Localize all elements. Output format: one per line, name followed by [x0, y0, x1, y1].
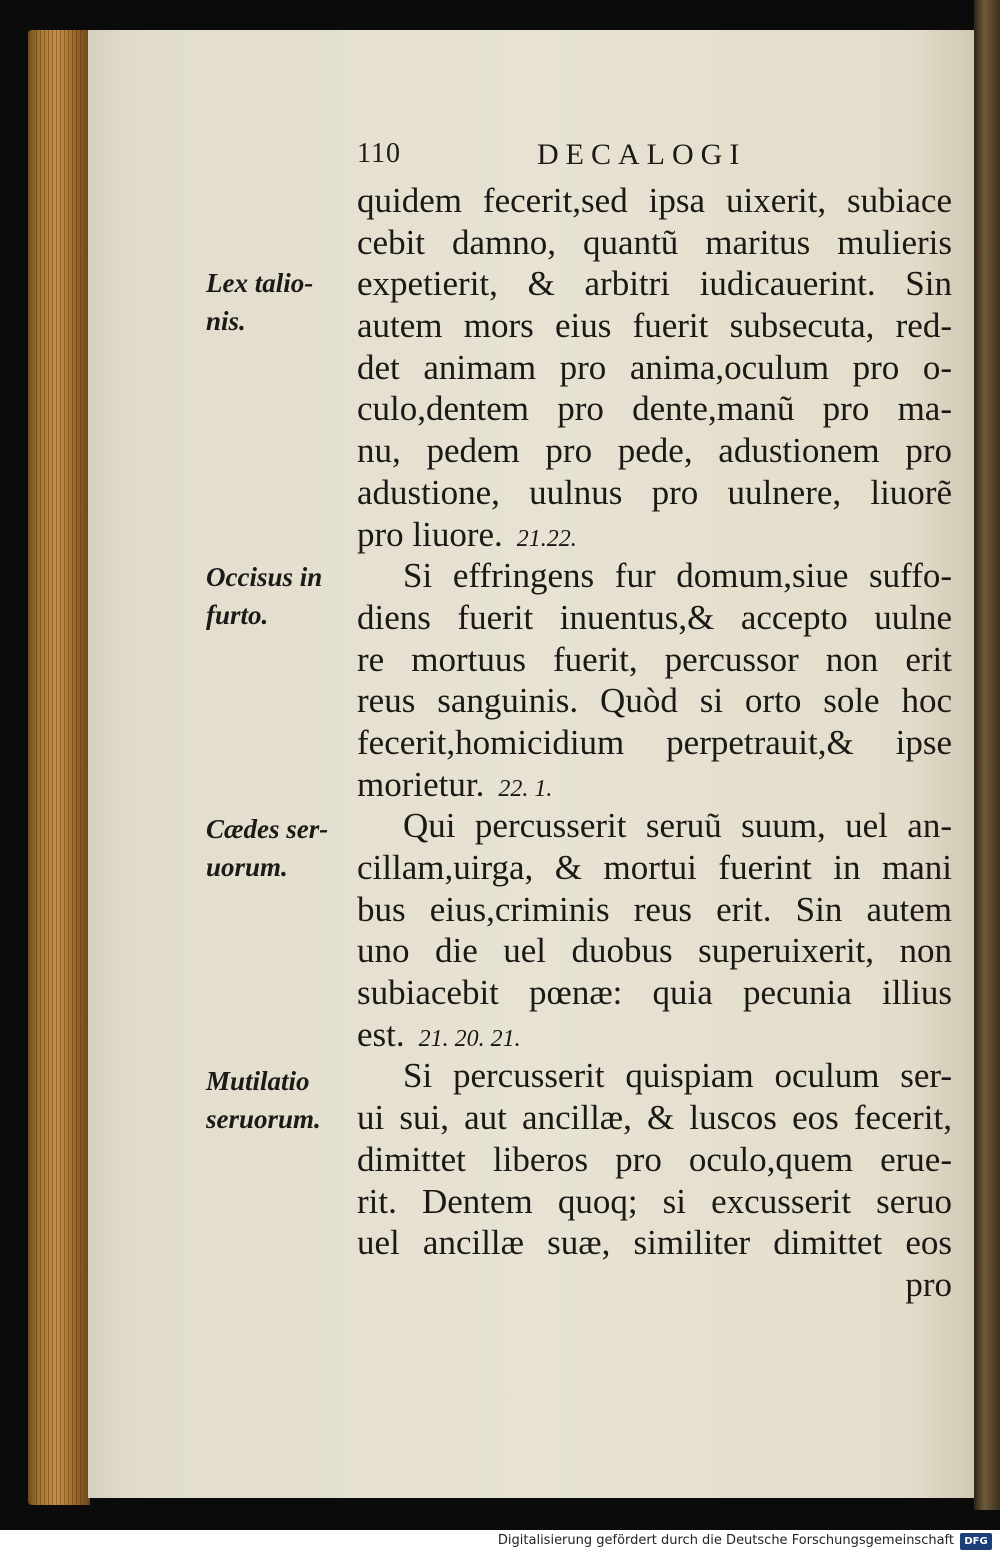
catchword: pro	[905, 1264, 952, 1304]
dfg-logo: DFG	[960, 1533, 992, 1550]
text-line-content: est.	[357, 1014, 405, 1054]
page-number: 110	[357, 138, 401, 169]
scripture-reference: 21. 20. 21.	[418, 1025, 521, 1052]
margin-note-lex-talionis	[206, 264, 346, 340]
text-line: det animam pro anima,oculum pro o-	[357, 347, 952, 387]
running-head	[357, 138, 797, 178]
text-line: Si percusserit quispiam oculum ser-	[403, 1056, 952, 1096]
text-line: ui sui, aut ancillæ, & luscos eos fecerit,	[357, 1098, 952, 1138]
text-line: diens fuerit inuentus,& accepto uulne	[357, 597, 952, 637]
text-line: nu, pedem pro pede, adustionem pro	[357, 431, 952, 471]
footer-bar	[0, 1530, 1000, 1554]
text-line: reus sanguinis. Quòd si orto sole hoc	[357, 681, 952, 721]
text-line-paragraph-end	[357, 514, 952, 556]
book-fore-edge	[28, 30, 90, 1505]
scripture-reference: 22. 1.	[498, 775, 553, 802]
text-line: re mortuus fuerit, percussor non erit	[357, 639, 952, 679]
margin-note-line: nis.	[206, 306, 246, 336]
text-line: cillam,uirga, & mortui fuerint in mani	[357, 848, 952, 887]
text-line: adustione, uulnus pro uulnere, liuorẽ	[357, 472, 952, 512]
binding-strip	[974, 0, 1000, 1510]
margin-note-line: seruorum.	[206, 1104, 321, 1134]
text-line-paragraph-end	[357, 764, 952, 806]
running-title: DECALOGI	[537, 138, 747, 171]
text-line: autem mors eius fuerit subsecuta, red-	[357, 306, 952, 346]
text-line: uel ancillæ suæ, similiter dimittet eos	[357, 1223, 952, 1263]
text-line: rit. Dentem quoq; si excusserit seruo	[357, 1181, 952, 1221]
margin-note-line: Cædes ser-	[206, 814, 329, 844]
funding-notice: Digitalisierung gefördert durch die Deutsche Forschungsgemeinschaft	[497, 1533, 954, 1548]
text-line: dimittet liberos pro oculo,quem erue-	[357, 1139, 952, 1179]
margin-note-caedes-seruorum	[206, 810, 346, 886]
margin-note-line: Lex talio-	[206, 268, 314, 298]
show-through-1	[198, 170, 204, 208]
margin-note-line: Occisus in	[206, 562, 323, 592]
text-line: Si effringens fur domum,siue suffo-	[403, 556, 952, 596]
text-line: culo,dentem pro dente,manũ pro ma-	[357, 389, 952, 429]
margin-note-line: uorum.	[206, 852, 288, 882]
text-line-paragraph-end	[357, 1014, 952, 1056]
scripture-reference: 21.22.	[516, 525, 577, 552]
text-line: expetierit, & arbitri iudicauerint. Sin	[357, 264, 952, 304]
text-line: bus eius,criminis reus erit. Sin autem	[357, 889, 952, 929]
text-line: Qui percusserit seruũ suum, uel an-	[403, 806, 952, 846]
text-line-content: pro liuore.	[357, 514, 503, 554]
text-line-content: morietur.	[357, 764, 485, 804]
margin-note-mutilatio-seruorum	[206, 1062, 346, 1138]
text-line: quidem fecerit,sed ipsa uixerit, subiace	[357, 181, 952, 220]
margin-note-line: Mutilatio	[206, 1066, 310, 1096]
text-line: fecerit,homicidium perpetrauit,& ipse	[357, 722, 952, 762]
text-line: cebit damno, quantũ maritus mulieris	[357, 222, 952, 262]
margin-note-occisus-in-furto	[206, 558, 346, 634]
text-line: subiacebit pœnæ: quia pecunia illius	[357, 973, 952, 1013]
text-line: uno die uel duobus superuixerit, non	[357, 931, 952, 971]
margin-note-line: furto.	[206, 600, 269, 630]
main-text	[357, 180, 952, 1306]
